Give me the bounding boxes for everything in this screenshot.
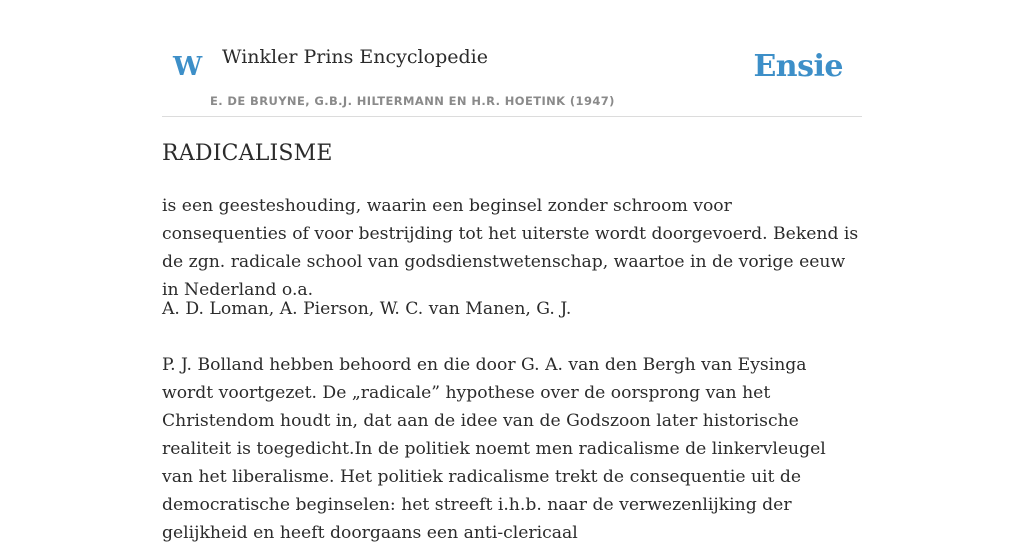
page-header [162,0,862,117]
article-page [162,0,862,543]
entry-title: RADICALISME [162,141,333,166]
encyclopedia-title[interactable]: Winkler Prins Encyclopedie [222,46,488,68]
authors-line: E. DE BRUYNE, G.B.J. HILTERMANN EN H.R. HOETINK (1947) [210,94,615,108]
entry-paragraph: A. D. Loman, A. Pierson, W. C. van Manen, G. J. [162,299,572,319]
ensie-logo[interactable]: Ensie [753,49,843,84]
entry-paragraph: is een geesteshouding, waarin een beginsel zonder schroom voor consequenties of voor bestrijding tot het uiterste wordt doorgevoerd. Bekend is de zgn. radicale school van godsdienstwetenschap, waartoe in de vorige eeuw in Nederland o.a. [162,196,859,300]
winkler-prins-logo[interactable]: W [173,52,203,82]
entry-paragraph: P. J. Bolland hebben behoord en die door G. A. van den Bergh van Eysinga wordt voortgezet. De „radicale” hypothese over de oorsprong van het Christendom houdt in, dat aan de idee van de Godszoon later historische realiteit is toegedicht.In de politiek noemt men radicalisme de linkervleugel van het liberalisme. Het politiek radicalisme trekt de consequentie uit de democratische beginselen: het streeft i.h.b. naar de verwezenlijking der gelijkheid en heeft doorgaans een anti-clericaal [162,355,826,543]
